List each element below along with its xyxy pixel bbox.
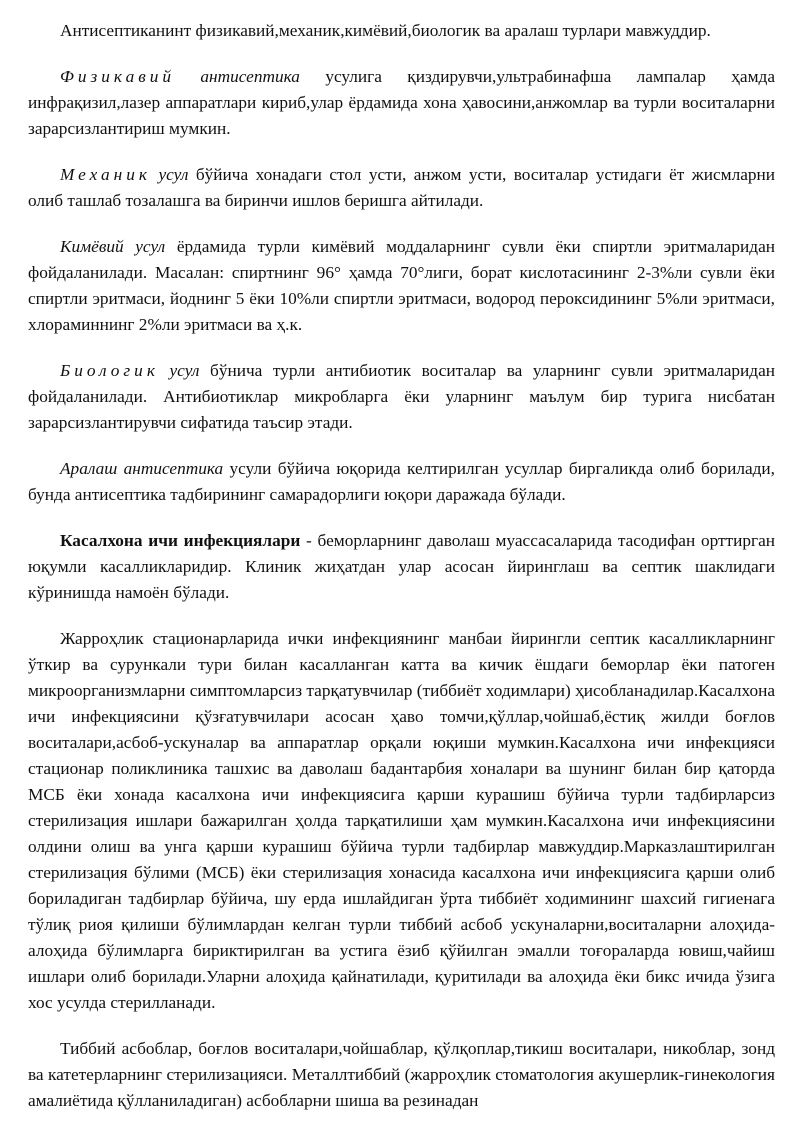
paragraph-hospital-infections: [28, 528, 775, 606]
term-physical: Физикавий: [60, 67, 175, 86]
paragraph-biological-method: [28, 358, 775, 436]
paragraph-instrument-sterilization: Тиббий асбоблар, боғлов воситалари,чойшаблар, қўлқоплар,тикиш воситалари, никоблар, зонд ва катетерларнинг стерилизацияси. Металлтиббий (жарроҳлик стоматология акушерлик-гинекология амалиётида қўлланиладиган) асбобларни шиша ва резинадан: [28, 1039, 775, 1110]
term-method: усул: [158, 165, 189, 184]
term-mechanical: Механик: [60, 165, 151, 184]
paragraph-mixed-body: усули бўйича юқорида келтирилган усуллар биргаликда олиб борилади, бунда антисептика тадбирининг самарадорлиги юқори даражада бўлади.: [28, 459, 775, 504]
term-method-biological: усул: [169, 361, 200, 380]
paragraph-physical-antiseptic: [28, 64, 775, 142]
paragraph-chemical-body: ёрдамида турли кимёвий моддаларнинг сувли ёки спиртли эритмаларидан фойдаланилади. Масалан: спиртнинг 96° ҳамда 70°лиги, борат кислотасининг 2-3%ли сувли ёки спиртли эритмаси, йоднинг 5 ёки 10%ли спиртли эритмаси, водород пероксидининг 5%ли эритмаси, хлораминнинг 2%ли эритмаси ва ҳ.к.: [28, 237, 776, 334]
term-biological: Биологик: [60, 361, 159, 380]
paragraph-physical-body: усулига қиздирувчи,ультрабинафша лампалар ҳамда инфрақизил,лазер аппаратлари кириб,улар ёрдамида хона ҳавосини,анжомлар ва турли воситаларни зарарсизлантириш мумкин.: [28, 67, 775, 138]
term-mixed-antiseptic: Аралаш антисептика: [60, 459, 224, 478]
paragraph-surgical-stationary: Жарроҳлик стационарларида ички инфекциянинг манбаи йирингли септик касалликларнинг ўткир ва сурункали тури билан касалланган катта ва кичик ёшдаги беморлар ёки патоген микроорганизмларни симптомларсиз тарқатувчилар (тиббиёт ходимлари) ҳисобланадилар.Касалхона ичи инфекциясини қўзғатувчилари асосан ҳаво томчи,қўллар,чойшаб,ёстиқ жилди боғлов воситалари,асбоб-ускуналар ва аппаратлар орқали юқиши мумкин.Касалхона ичи инфекцияси стационар поликлиника ташхис ва даволаш бадантарбия хоналари ва шунинг билан бир қаторда МСБ ёки хонада касалхона ичи инфекциясига қарши курашиш бўйича турли тадбирларсиз стерилизация ишлари бажарилган ҳолда тарқатилиши ҳам мумкин.Касалхона ичи инфекциясини олдини олиш ва унга қарши курашиш бўйича турли тадбирлар мавжуддир.Марказлаштирилган стерилизация бўлими (МСБ) ёки стерилизация хонасида касалхона ичи инфекциясига қарши олиб бориладиган тадбирлар бўйича, шу ерда ишлайдиган ўрта тиббиёт ходимининг шахсий гигиенага тўлиқ риоя қилиши бўлимлардан келган турли тиббий асбоб ускуналарни,воситаларни алоҳида-алоҳида бўлимларга бириктирилган ва устига ёзиб қўйилган эмалли тоғораларда ювиш,чайиш ишлари олиб борилади.Уларни алоҳида қайнатилади, қуритилади ва алоҳида ёки бикс ичида ўзига хос усулда стерилланади.: [28, 629, 775, 1012]
paragraph-mechanical-method: [28, 162, 775, 214]
term-chemical-method: Кимёвий усул: [60, 237, 166, 256]
term-antiseptic: антисептика: [200, 67, 300, 86]
paragraph-mixed-antiseptic: [28, 456, 775, 508]
paragraph-chemical-method: [28, 234, 775, 338]
term-hospital-infections: Касалхона ичи инфекциялари: [60, 531, 301, 550]
paragraph-mechanical-body: бўйича хонадаги стол усти, анжом усти, воситалар устидаги ёт жисмларни олиб ташлаб тозалашга ва биринчи ишлов беришга айтилади.: [28, 165, 775, 210]
paragraph-antiseptic-types: Антисептиканинт физикавий,механик,кимёвий,биологик ва аралаш турлари мавжуддир.: [60, 21, 711, 40]
paragraph-hospital-body: - беморларнинг даволаш муассасаларида тасодифан орттирган юқумли касалликларидир. Клиник жиҳатдан улар асосан йиринглаш ва септик шаклидаги кўринишда намоён бўлади.: [28, 531, 776, 602]
paragraph-biological-body: бўнича турли антибиотик воситалар ва уларнинг сувли эритмаларидан фойдаланилади. Антибиотиклар микробларга ёки уларнинг маълум бир турига нисбатан зарарсизлантирувчи сифатида таъсир этади.: [28, 361, 775, 432]
